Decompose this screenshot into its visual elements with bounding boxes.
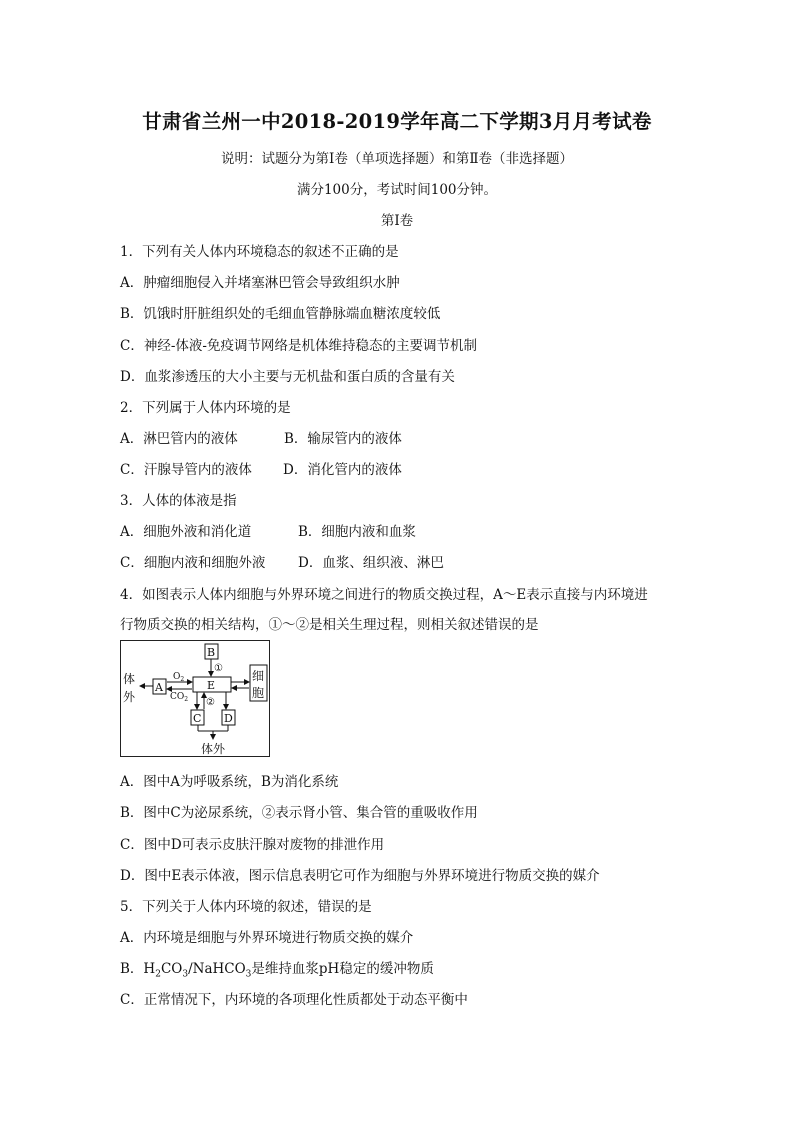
question-1-option-a: A．肿瘤细胞侵入并堵塞淋巴管会导致组织水肿 [120,275,400,291]
question-2-stem: 2．下列属于人体内环境的是 [120,400,291,416]
cell-char-2: 胞 [252,686,265,700]
box-d-label: D [224,712,233,725]
subscript-nahco3: 3 [245,969,252,980]
question-3-option-c: C．细胞内液和细胞外液 [120,555,266,571]
question-1-option-b: B．饥饿时肝脏组织处的毛细血管静脉端血糖浓度较低 [120,306,441,322]
cell-char-1: 细 [252,669,265,683]
question-2-option-a: A．淋巴管内的液体 [120,431,238,447]
question-5-option-b [120,957,434,980]
option-b-prefix: B．H [120,961,156,977]
box-b-label: B [207,646,216,659]
exam-note: 说明：试题分为第Ⅰ卷（单项选择题）和第Ⅱ卷（非选择题） [220,151,573,167]
question-2-option-d: D．消化管内的液体 [283,462,402,478]
co2-label: $CO_2$ [170,692,189,703]
exam-score-note: 满分100分，考试时间100分钟。 [296,182,498,198]
question-4-option-c: C．图中D可表示皮肤汗腺对废物的排泄作用 [120,837,385,853]
question-5-option-c: C．正常情况下，内环境的各项理化性质都处于动态平衡中 [120,992,468,1008]
exam-title: 甘肃省兰州一中2018-2019学年高二下学期3月月考试卷 [142,110,652,133]
outside-left-char-2: 外 [123,690,136,704]
subscript-co3: 3 [182,969,189,980]
exchange-diagram-svg [121,641,271,758]
question-1-stem: 1．下列有关人体内环境稳态的叙述不正确的是 [120,244,399,260]
subscript-h2: 2 [155,969,161,980]
question-3-stem: 3．人体的体液是指 [120,493,237,509]
question-4-stem-line-2: 行物质交换的相关结构，①～②是相关生理过程，则相关叙述错误的是 [120,617,539,633]
question-3-option-d: D．血浆、组织液、淋巴 [298,555,444,571]
process-1-label: ① [214,663,223,674]
question-4-stem-line-1: 4．如图表示人体内细胞与外界环境之间进行的物质交换过程，A～E表示直接与内环境进 [120,587,648,603]
o2-label: $O_2$ [173,672,185,683]
question-4-option-b: B．图中C为泌尿系统，②表示肾小管、集合管的重吸收作用 [120,805,478,821]
question-2-option-b: B．输尿管内的液体 [284,431,402,447]
outside-left-char-1: 体 [123,672,136,686]
question-4-option-d: D．图中E表示体液，图示信息表明它可作为细胞与外界环境进行物质交换的媒介 [120,868,600,884]
question-3-option-a: A．细胞外液和消化道 [120,524,252,540]
question-3-option-b: B．细胞内液和血浆 [298,524,416,540]
question-5-option-a: A．内环境是细胞与外界环境进行物质交换的媒介 [120,930,414,946]
option-b-co: CO [160,961,183,977]
section-heading: 第Ⅰ卷 [380,213,414,229]
process-2-label: ② [206,697,215,708]
question-4-option-a: A．图中A为呼吸系统，B为消化系统 [120,774,339,790]
box-a-label: A [155,681,163,694]
question-1-option-d: D．血浆渗透压的大小主要与无机盐和蛋白质的含量有关 [120,369,455,385]
box-c-label: C [193,712,202,725]
option-b-rest: 是维持血浆pH稳定的缓冲物质 [251,961,434,977]
outside-bottom-label: 体外 [201,742,226,756]
question-2-option-c: C．汗腺导管内的液体 [120,462,252,478]
question-1-option-c: C．神经-体液-免疫调节网络是机体维持稳态的主要调节机制 [120,338,477,354]
exchange-diagram [120,640,270,757]
question-5-stem: 5．下列关于人体内环境的叙述，错误的是 [120,899,372,915]
box-e-label: E [207,679,216,692]
option-b-nahco: /NaHCO [188,961,246,977]
